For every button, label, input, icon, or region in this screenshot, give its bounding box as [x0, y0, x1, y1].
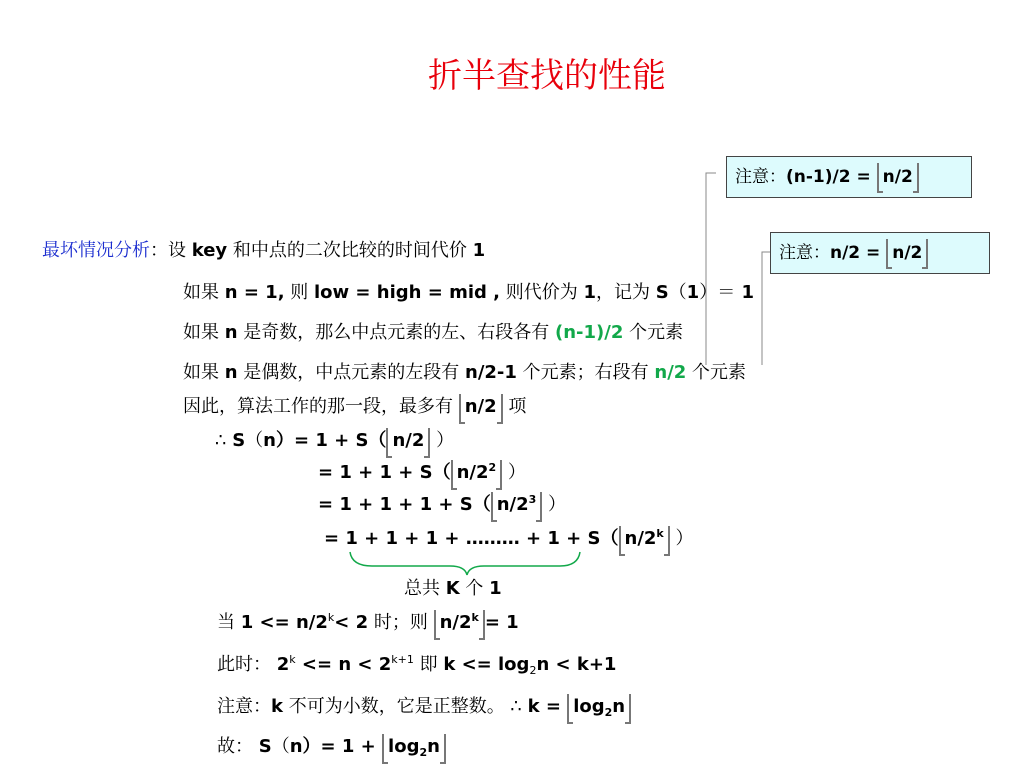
total-brace — [350, 552, 580, 575]
total-k-ones — [404, 578, 502, 600]
text: log — [388, 736, 420, 757]
text: n/2-1 — [465, 362, 517, 383]
text: ） — [430, 430, 455, 451]
text: 1 — [472, 240, 486, 261]
text: 不可为小数，它是正整数。 ∴ — [282, 696, 528, 717]
text: k = — [527, 696, 568, 717]
text: key — [191, 240, 228, 261]
text: < 2 — [334, 612, 369, 633]
text: 1 — [489, 578, 502, 599]
text: ）＝ — [699, 282, 736, 303]
text: 如果 — [183, 282, 225, 303]
equation-1 — [215, 430, 454, 452]
floor-expr — [451, 462, 503, 484]
case-n-even — [183, 362, 746, 384]
text: 注意： — [217, 696, 271, 717]
equation-4 — [324, 528, 693, 550]
note-box-2 — [770, 232, 990, 274]
text: n/2 — [654, 362, 687, 383]
note1-label: 注意： — [735, 167, 786, 187]
text: 1 — [735, 282, 754, 303]
text: 个元素 — [623, 322, 684, 343]
text: n — [224, 362, 238, 383]
text: n/2 — [456, 462, 489, 483]
worst-case-label: 最坏情况分析 — [42, 240, 150, 261]
text: （ — [668, 282, 687, 303]
text: （ — [245, 430, 264, 451]
superscript: k — [471, 611, 479, 624]
text: ）= 1 + S（ — [275, 430, 387, 451]
note1-connector — [706, 173, 716, 365]
text: k — [271, 696, 283, 717]
floor-expr: n/2 — [386, 430, 430, 452]
floor-expr — [434, 612, 485, 634]
conclusion-line — [217, 736, 446, 758]
note-box-1 — [726, 156, 972, 198]
text: <= n < 2 — [295, 654, 392, 675]
text: n — [263, 430, 276, 451]
text: 即 — [413, 654, 444, 675]
text: K — [445, 578, 460, 599]
now-line — [217, 654, 616, 676]
subscript: 2 — [419, 746, 428, 759]
text: 个元素；右段有 — [516, 362, 655, 383]
text: S — [232, 430, 246, 451]
text: n/2 — [496, 494, 529, 515]
text: n/2 — [624, 528, 657, 549]
text: n < k+1 — [536, 654, 617, 675]
floor-expr — [491, 494, 543, 516]
text: 如果 — [183, 322, 225, 343]
text: low = high = mid , — [313, 282, 500, 303]
equation-3 — [318, 494, 566, 516]
text: ） — [542, 494, 567, 515]
text: = 1 + 1 + S（ — [318, 462, 451, 483]
text: 1 — [686, 282, 700, 303]
text: 则代价为 — [499, 282, 584, 303]
text: 故： — [217, 736, 253, 757]
floor-expr: n/2 — [459, 396, 503, 418]
text: S — [655, 282, 669, 303]
text: 此时： — [217, 654, 271, 675]
case-n-odd — [183, 322, 683, 344]
text: 是奇数，那么中点元素的左、右段各有 — [237, 322, 556, 343]
text: 则 — [284, 282, 314, 303]
superscript: 3 — [528, 493, 537, 506]
superscript: k — [289, 653, 296, 666]
text: S — [258, 736, 272, 757]
note2-connector — [762, 252, 770, 365]
text: 2 — [276, 654, 290, 675]
text: 总共 — [404, 578, 446, 599]
when-condition — [217, 612, 519, 634]
therefore-line — [183, 396, 526, 418]
text: = 1 + 1 + 1 + S（ — [318, 494, 491, 515]
text: 时；则 — [368, 612, 434, 633]
note2-floor: n/2 — [886, 243, 928, 263]
text: = 1 — [484, 612, 519, 633]
text: 1 — [583, 282, 596, 303]
text: 1 <= n/2 — [240, 612, 328, 633]
subscript: 2 — [604, 706, 613, 719]
text: 和中点的二次比较的时间代价 — [227, 240, 473, 261]
text: 如果 — [183, 362, 225, 383]
text: log — [573, 696, 605, 717]
text: 当 — [217, 612, 241, 633]
worst-case-line — [42, 240, 485, 262]
superscript: 2 — [488, 461, 497, 474]
subscript: 2 — [529, 664, 537, 677]
text: 个元素 — [686, 362, 747, 383]
text: k <= log — [443, 654, 530, 675]
text: 个 — [459, 578, 490, 599]
text: n — [289, 736, 303, 757]
text: = 1 + 1 + 1 + ……… + 1 + S（ — [324, 528, 619, 549]
floor-expr — [567, 696, 631, 718]
floor-expr — [619, 528, 670, 550]
text: 因此，算法工作的那一段，最多有 — [183, 396, 459, 417]
superscript: k — [656, 527, 664, 540]
text: (n-1)/2 — [555, 322, 624, 343]
note1-floor: n/2 — [877, 167, 919, 187]
case-n-equals-1 — [183, 282, 754, 304]
note2-label: 注意： — [779, 243, 830, 263]
text: n — [427, 736, 440, 757]
page-title: 折半查找的性能 — [428, 56, 666, 96]
superscript: k — [327, 611, 335, 624]
note2-expr: n/2 = — [830, 243, 887, 263]
text: ）= 1 + — [302, 736, 383, 757]
text: 项 — [502, 396, 527, 417]
text: n/2 — [439, 612, 472, 633]
text: ，记为 — [595, 282, 656, 303]
superscript: k+1 — [391, 653, 414, 666]
note-integer-line — [217, 696, 631, 718]
text: n — [224, 322, 238, 343]
text: n — [612, 696, 626, 717]
therefore-symbol: ∴ — [215, 430, 233, 451]
text: n = 1, — [224, 282, 285, 303]
floor-expr — [382, 736, 446, 758]
equation-2 — [318, 462, 526, 484]
text: ） — [669, 528, 694, 549]
note1-expr: (n-1)/2 = — [786, 167, 877, 187]
text: ） — [502, 462, 526, 483]
text: 是偶数，中点元素的左段有 — [237, 362, 466, 383]
text: ：设 — [150, 240, 192, 261]
text: （ — [271, 736, 290, 757]
